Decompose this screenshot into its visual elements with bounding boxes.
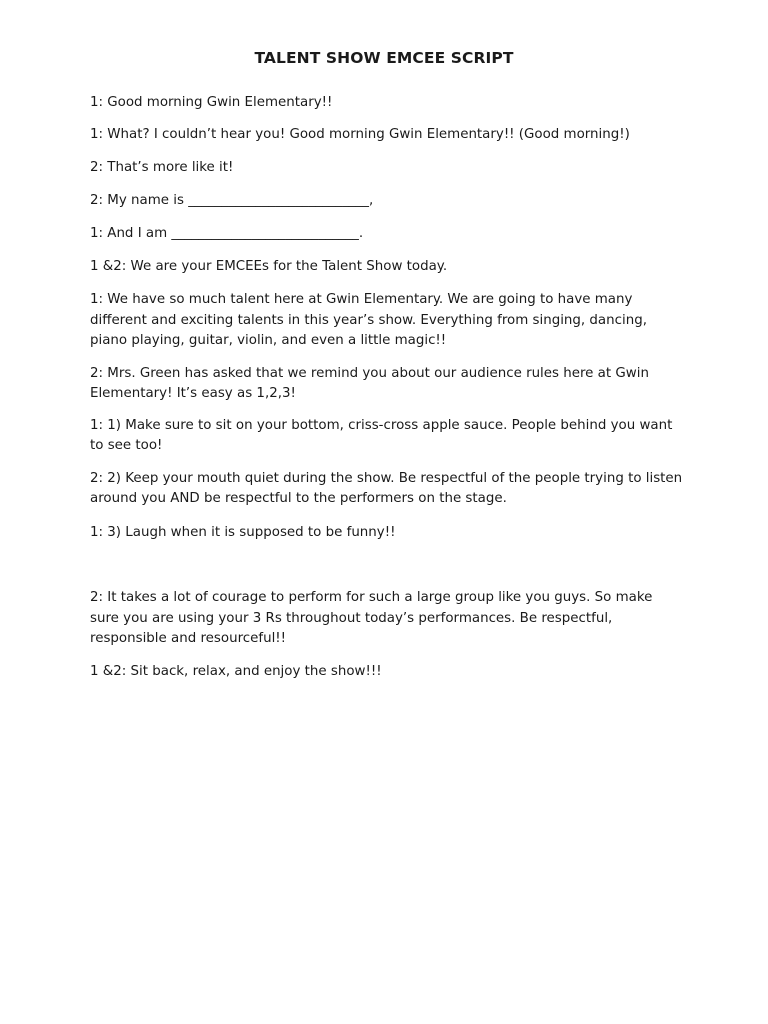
- script-line-emcees: 1 &2: We are your EMCEEs for the Talent Show today.: [90, 259, 448, 274]
- script-line-rule-one-2: to see too!: [90, 438, 163, 453]
- script-line-and-i-am: 1: And I am ____________________________.: [90, 226, 364, 241]
- script-line-greeting-repeat: 1: What? I couldn’t hear you! Good morning Gwin Elementary!! (Good morning!): [90, 127, 630, 142]
- script-line-more-like-it: 2: That’s more like it!: [90, 160, 234, 175]
- script-line-courage-3: responsible and resourceful!!: [90, 631, 287, 646]
- script-line-talent-3: piano playing, guitar, violin, and even a little magic!!: [90, 333, 447, 348]
- script-line-courage-2: sure you are using your 3 Rs throughout today’s performances. Be respectful,: [90, 611, 613, 626]
- script-line-rule-three: 1: 3) Laugh when it is supposed to be funny!!: [90, 525, 396, 540]
- script-line-rule-one-1: 1: 1) Make sure to sit on your bottom, criss-cross apple sauce. People behind you want: [90, 418, 673, 433]
- script-line-enjoy-show: 1 &2: Sit back, relax, and enjoy the show!!!: [90, 664, 382, 679]
- script-line-talent-2: different and exciting talents in this year’s show. Everything from singing, dancing,: [90, 313, 647, 328]
- script-line-rules-2: Elementary! It’s easy as 1,2,3!: [90, 386, 296, 401]
- script-line-talent-1: 1: We have so much talent here at Gwin Elementary. We are going to have many: [90, 292, 633, 307]
- script-line-greeting: 1: Good morning Gwin Elementary!!: [90, 95, 333, 110]
- script-line-courage-1: 2: It takes a lot of courage to perform for such a large group like you guys. So make: [90, 590, 653, 605]
- script-line-my-name: 2: My name is ___________________________,: [90, 193, 374, 208]
- script-line-rule-two-1: 2: 2) Keep your mouth quiet during the show. Be respectful of the people trying to listen: [90, 471, 683, 486]
- page-title: TALENT SHOW EMCEE SCRIPT: [254, 49, 514, 67]
- script-line-rule-two-2: around you AND be respectful to the performers on the stage.: [90, 491, 507, 506]
- script-line-rules-1: 2: Mrs. Green has asked that we remind you about our audience rules here at Gwin: [90, 366, 649, 381]
